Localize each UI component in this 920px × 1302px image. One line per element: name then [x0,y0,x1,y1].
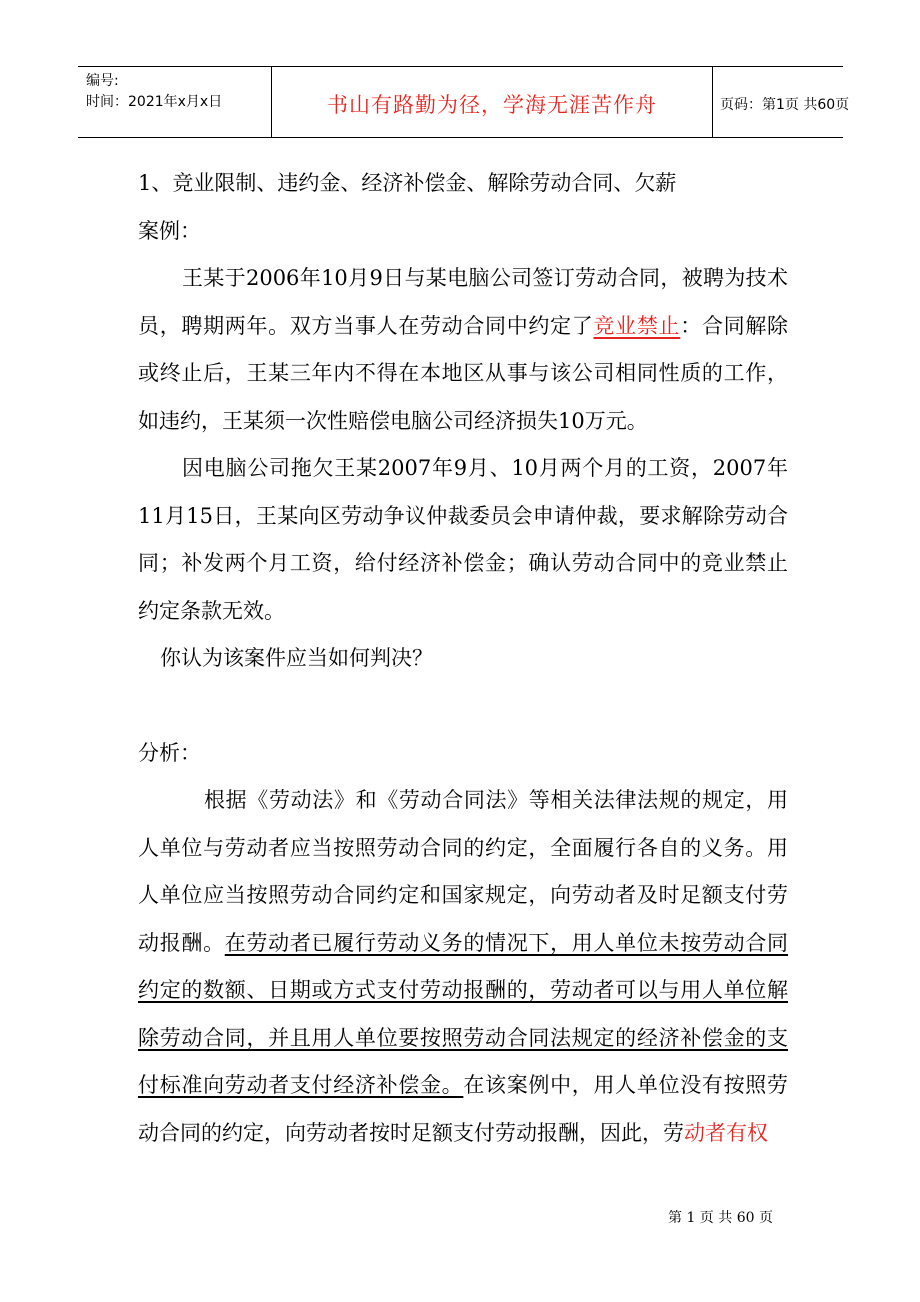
analysis-text-b: 在该案例中，用人单位没有按照劳动合同的约定，向劳动者按时足额支付劳动报酬，因此，劳 [138,1073,788,1145]
analysis-text-a: 根据《劳动法》和《劳动合同法》等相关法律法规的规定，用人单位与劳动者应当按照劳动合同的约定，全面履行各自的义务。用人单位应当按照劳动合同约定和国家规定，向劳动者及时足额支付劳动报酬。 [138,788,788,955]
case-paragraph-2: 因电脑公司拖欠王某2007年9月、10月两个月的工资，2007年11月15日，王某向区劳动争议仲裁委员会申请仲裁，要求解除劳动合同；补发两个月工资，给付经济补偿金；确认劳动合同中的竞业禁止约定条款无效。 [138,456,788,623]
case-paragraph-1 [138,255,788,445]
analysis-underlined-text: 在劳动者已履行劳动义务的情况下，用人单位未按劳动合同约定的数额、日期或方式支付劳动报酬的，劳动者可以与用人单位解除劳动合同，并且用人单位要按照劳动合同法规定的经济补偿金的支付标准向劳动者支付经济补偿金。 [138,930,789,1097]
header-page-info: 页码：第1页 共60页 [720,97,850,113]
case-label: 案例： [138,218,201,243]
header-motto-cell [271,67,713,137]
paragraph-spacer [138,683,788,730]
document-body [138,160,788,1157]
case-question: 你认为该案件应当如何判决？ [160,646,433,670]
document-header [78,66,850,138]
analysis-label: 分析： [138,740,201,765]
case-paragraph-1-text-b: ：合同解除或终止后，王某三年内不得在本地区从事与该公司相同性质的工作，如违约，王某须一次性赔偿电脑公司经济损失10万元。 [138,313,789,433]
header-motto: 书山有路勤为径，学海无涯苦作舟 [327,93,657,117]
non-compete-highlight: 竞业禁止 [593,313,681,338]
case-title: 1、竞业限制、违约金、经济补偿金、解除劳动合同、欠薪 [138,171,677,195]
analysis-paragraph [138,777,788,1157]
header-right-cell [712,67,850,137]
time-label: 时间：2021年x月x日 [86,94,223,110]
footer-page-number: 第 1 页 共 60 页 [668,1210,773,1226]
analysis-red-text: 动者有权 [684,1120,768,1145]
case-paragraph-1-text-a: 王某于2006年10月9日与某电脑公司签订劳动合同，被聘为技术员，聘期两年。双方当事人在劳动合同中约定了 [138,266,788,338]
number-label: 编号: [86,73,119,89]
header-left-cell [78,67,271,137]
